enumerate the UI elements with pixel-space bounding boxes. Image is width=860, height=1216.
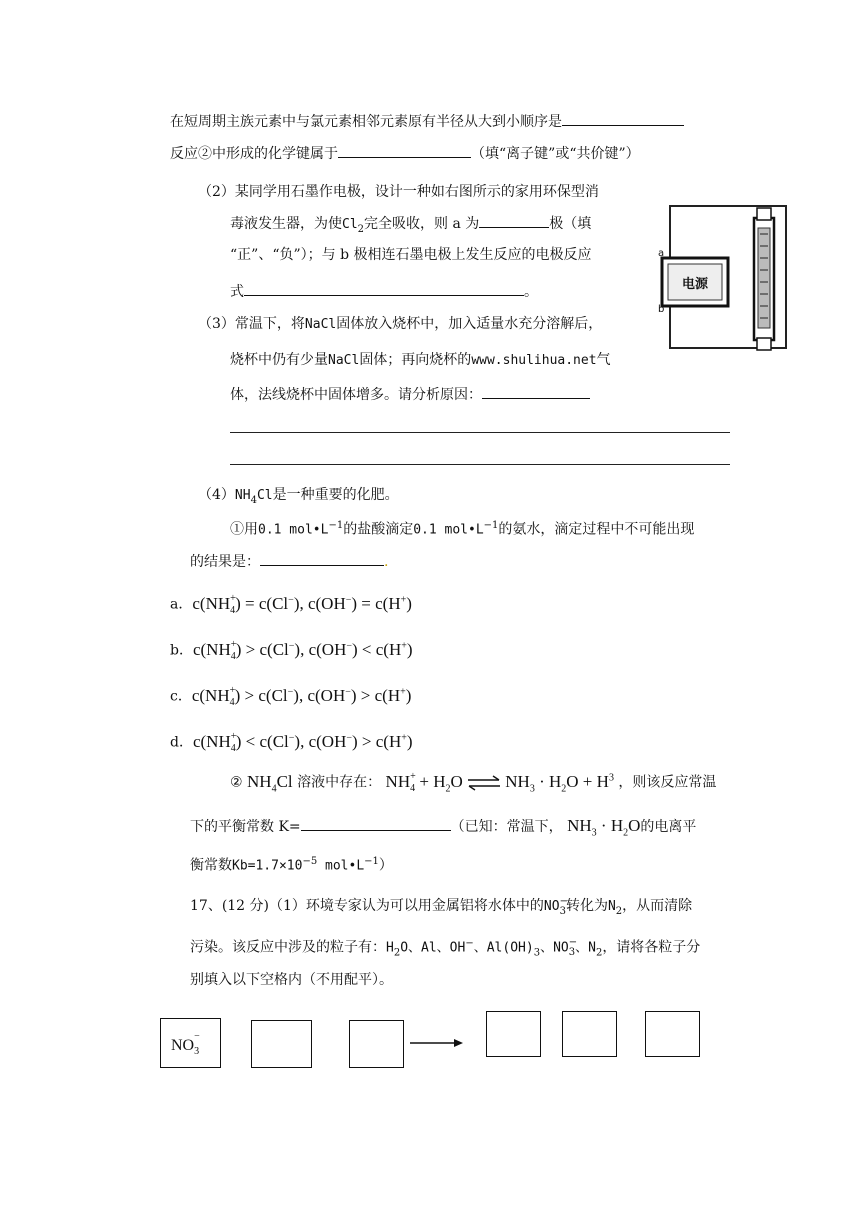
q16-part2-line1: （2）某同学用石墨作电极，设计一种如右图所示的家用环保型消 bbox=[198, 184, 599, 200]
option-label: d． bbox=[170, 734, 193, 751]
answer-blank-reason[interactable] bbox=[482, 384, 590, 399]
answer-blank-k[interactable] bbox=[301, 816, 451, 831]
option-label: a． bbox=[170, 596, 193, 613]
option-1[interactable] bbox=[170, 590, 412, 621]
q16-part3-line3: 体，法线烧杯中固体增多。请分析原因： bbox=[230, 384, 590, 405]
answer-blank-electrode-equation[interactable] bbox=[244, 281, 524, 296]
q16-part4-heading: $(4)NH_4Cl$是一种重要的化肥。 bbox=[198, 487, 399, 506]
particle-box-4[interactable] bbox=[486, 1011, 541, 1057]
q16-part4-titration-line1: ①用0.1 $mol•L^{-1}$的盐酸滴定0.1 $mol•L^{-1}$的氨水，滴定过程中不可能出现 bbox=[230, 520, 695, 538]
answer-blank-bond[interactable] bbox=[338, 143, 471, 158]
particle-box-1[interactable] bbox=[160, 1018, 221, 1068]
particle-box-3[interactable] bbox=[349, 1020, 404, 1068]
particle-no3: NO $_{- 3}$ bbox=[171, 1031, 200, 1058]
q17-line1: 17、(12 分)（1）环境专家认为可以用金属铝将水体中的NO $_{- 3}$转化为$N_2$，从而清除 bbox=[190, 895, 693, 917]
answer-blank-titration[interactable] bbox=[260, 551, 384, 566]
equilibrium-arrow-icon bbox=[467, 776, 501, 790]
particle-box-6[interactable] bbox=[645, 1011, 700, 1057]
q16-part3-line1: （3）常温下，将NaCl固体放入烧杯中，加入适量水充分溶解后， bbox=[198, 316, 603, 332]
q16-part4-titration-line2: 的结果是： . bbox=[190, 551, 388, 572]
option-expression: c(NH $_{+ 4}$) = c(Cl−), c(OH−) = c(H+) bbox=[192, 593, 412, 617]
q16-line-radius: 在短周期主族元素中与氯元素相邻元素原有半径从大到小顺序是 bbox=[170, 111, 684, 132]
answer-line-2[interactable] bbox=[230, 464, 730, 465]
option-expression: c(NH $_{+ 4}$) < c(Cl−), c(OH−) > c(H+) bbox=[192, 731, 413, 755]
q16-part2-line2: 毒液发生器，为使$Cl_2$完全吸收，则 a 为 极（填 bbox=[230, 213, 591, 240]
reaction-arrow-icon bbox=[410, 1037, 464, 1049]
q16-part2-line4: 式 。 bbox=[230, 281, 538, 302]
hydrolysis-equation: NH $_{+ 4} + H_2O$ $NH_3 \cdot H_2O + H^3$ bbox=[385, 771, 614, 795]
particle-box-5[interactable] bbox=[562, 1011, 617, 1057]
q16-part2-line3: “正”、“负”）；与 b 极相连石墨电极上发生反应的电极反应 bbox=[230, 247, 592, 263]
option-3[interactable] bbox=[170, 682, 411, 713]
option-expression: c(NH $_{+ 4}$) > c(Cl−), c(OH−) < c(H+) bbox=[192, 639, 413, 663]
option-4[interactable] bbox=[170, 728, 413, 759]
formula-nh4cl: $NH_4Cl$ bbox=[247, 771, 293, 795]
particle-box-2[interactable] bbox=[251, 1020, 312, 1068]
formula-nh3-h2o: $NH_3 \cdot H_2O$ bbox=[567, 816, 641, 839]
q17-line3: 别填入以下空格内（不用配平）。 bbox=[190, 972, 393, 988]
answer-blank-radius[interactable] bbox=[562, 111, 684, 126]
terminal-b-label: b bbox=[658, 304, 665, 315]
q16-part4-equilibrium-line1: ② $NH_4Cl$ 溶液中存在： NH $_{+ 4} + H_2O$ $NH_3 \cdot H_2O + H^3$ ，则该反应常温 bbox=[230, 771, 717, 795]
q16-part3-line2: 烧杯中仍有少量NaCl固体；再向烧杯的www.shulihua.net气 bbox=[230, 352, 611, 368]
q16-line-bond: 反应②中形成的化学键属于 （填“离子键”或“共价键”） bbox=[170, 143, 640, 164]
q16-part4-equilibrium-line2: 下的平衡常数 K= （已知：常温下， $NH_3 \cdot H_2O$的电离平 bbox=[190, 816, 697, 839]
terminal-a-label: a bbox=[658, 248, 665, 259]
option-expression: c(NH $_{+ 4}$) > c(Cl−), c(OH−) > c(H+) bbox=[191, 685, 412, 709]
power-source-label: 电源 bbox=[681, 277, 709, 292]
answer-blank-electrode[interactable] bbox=[479, 213, 549, 228]
option-label: c． bbox=[170, 688, 192, 705]
electrolysis-diagram bbox=[658, 198, 800, 358]
q17-line2: 污染。该反应中涉及的粒子有：$H_2O$、Al、OH−、$Al(OH)_3$、NO $_{- 3}$、$N_2$，请将各粒子分 bbox=[190, 937, 701, 959]
answer-line-1[interactable] bbox=[230, 432, 730, 433]
q16-part4-kb-line: 衡常数$Kb=1.7\times 10^{-5}$ $mol•L^{-1}$） bbox=[190, 856, 393, 874]
option-label: b． bbox=[170, 642, 193, 659]
option-2[interactable] bbox=[170, 636, 413, 667]
